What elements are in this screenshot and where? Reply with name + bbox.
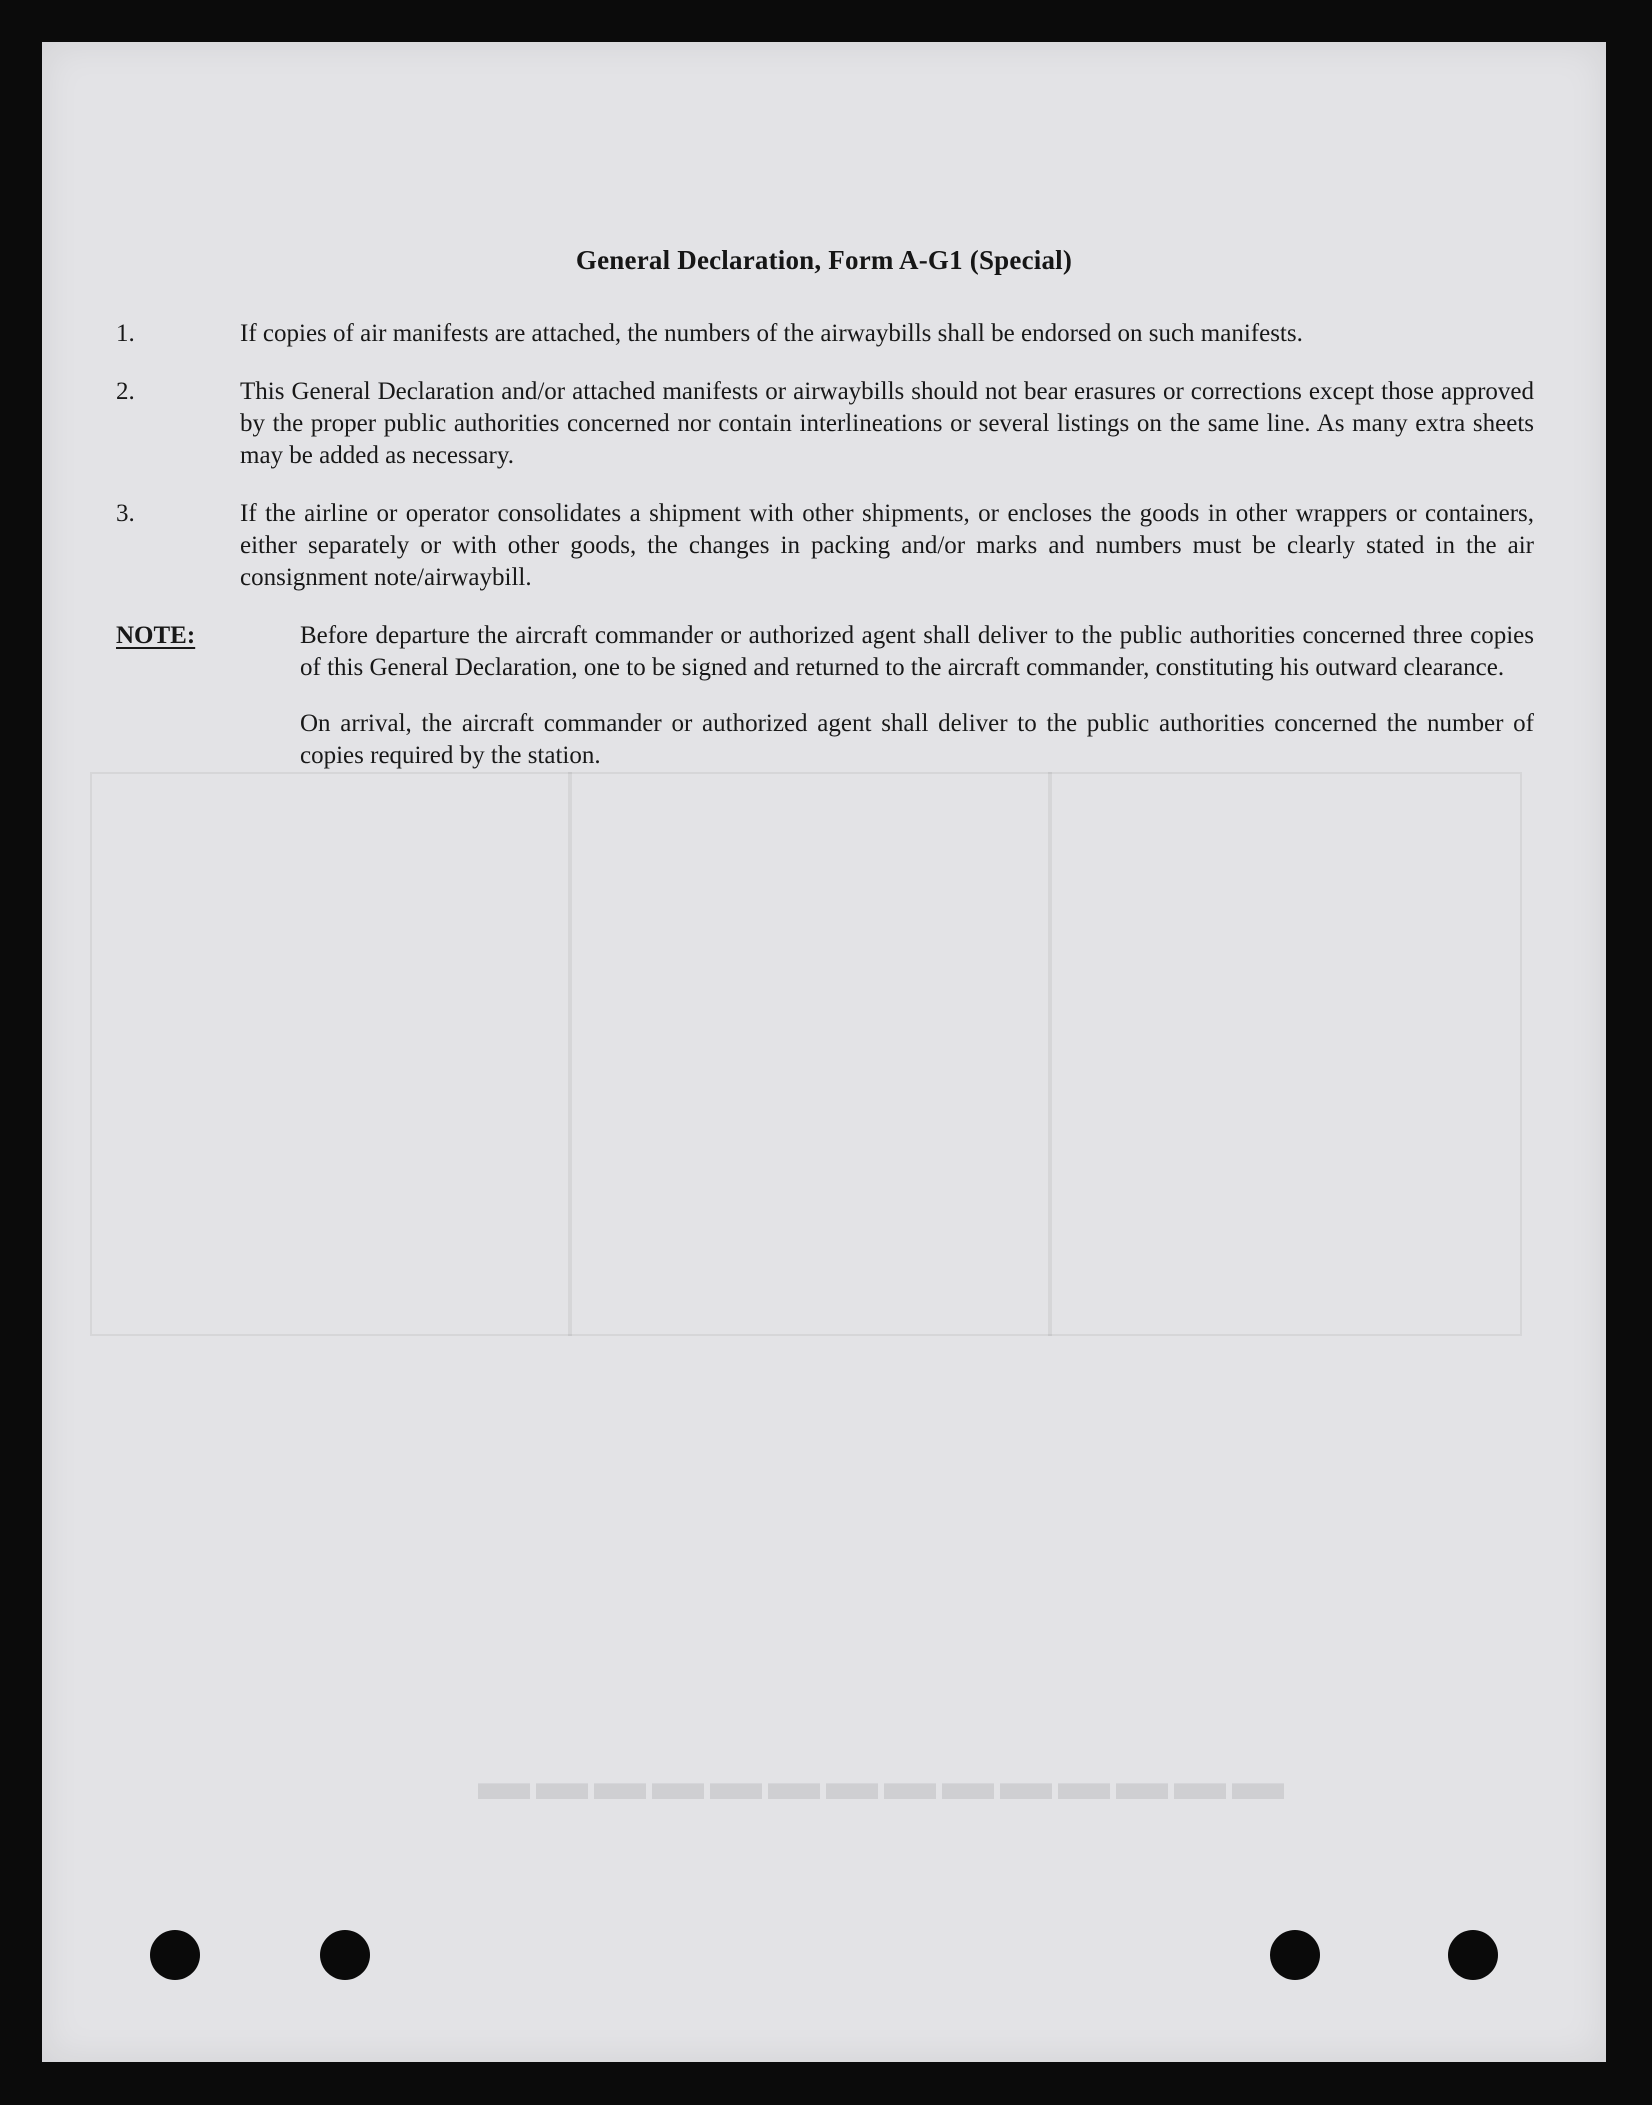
list-item-number: 3.	[116, 500, 135, 527]
punch-hole-1	[150, 1930, 200, 1980]
note-section	[116, 620, 1534, 772]
bleed-through-box-left	[90, 772, 572, 1336]
bleed-through-box-middle	[568, 772, 1052, 1336]
punch-hole-4	[1448, 1930, 1498, 1980]
note-paragraph-arrival: On arrival, the aircraft commander or authorized agent shall deliver to the public authorities concerned the number of copies required by the station.	[300, 710, 1534, 769]
punch-hole-2	[320, 1930, 370, 1980]
note-label: NOTE:	[116, 622, 196, 649]
list-item-3	[116, 498, 1534, 594]
list-item-text: If the airline or operator consolidates a shipment with other shipments, or encloses the goods in other wrappers or containers, either separately or with other goods, the changes in packing and/or marks and numbers must be clearly stated in the air consignment note/airwaybill.	[240, 500, 1534, 591]
list-item-text: This General Declaration and/or attached manifests or airwaybills should not bear erasures or corrections except those approved by the proper public authorities concerned nor contain interlineations or several listings on the same line. As many extra sheets may be added as necessary.	[240, 378, 1534, 469]
list-item-number: 2.	[116, 378, 135, 405]
bleed-through-box-right	[1048, 772, 1522, 1336]
list-item-text: If copies of air manifests are attached, the numbers of the airwaybills shall be endorsed on such manifests.	[240, 320, 1303, 347]
document-page	[42, 42, 1606, 2062]
note-paragraph-departure: Before departure the aircraft commander or authorized agent shall deliver to the public authorities concerned three copies of this General Declaration, one to be signed and returned to the aircraft commander, constituting his outward clearance.	[300, 622, 1534, 681]
form-title: General Declaration, Form A-G1 (Special)	[575, 245, 1073, 275]
list-item-number: 1.	[116, 320, 135, 347]
list-item-1	[116, 318, 1534, 350]
punch-hole-3	[1270, 1930, 1320, 1980]
list-item-2	[116, 376, 1534, 472]
bleed-through-heading: ▬▬▬▬▬▬▬▬▬▬▬▬▬▬	[472, 1753, 1284, 1811]
